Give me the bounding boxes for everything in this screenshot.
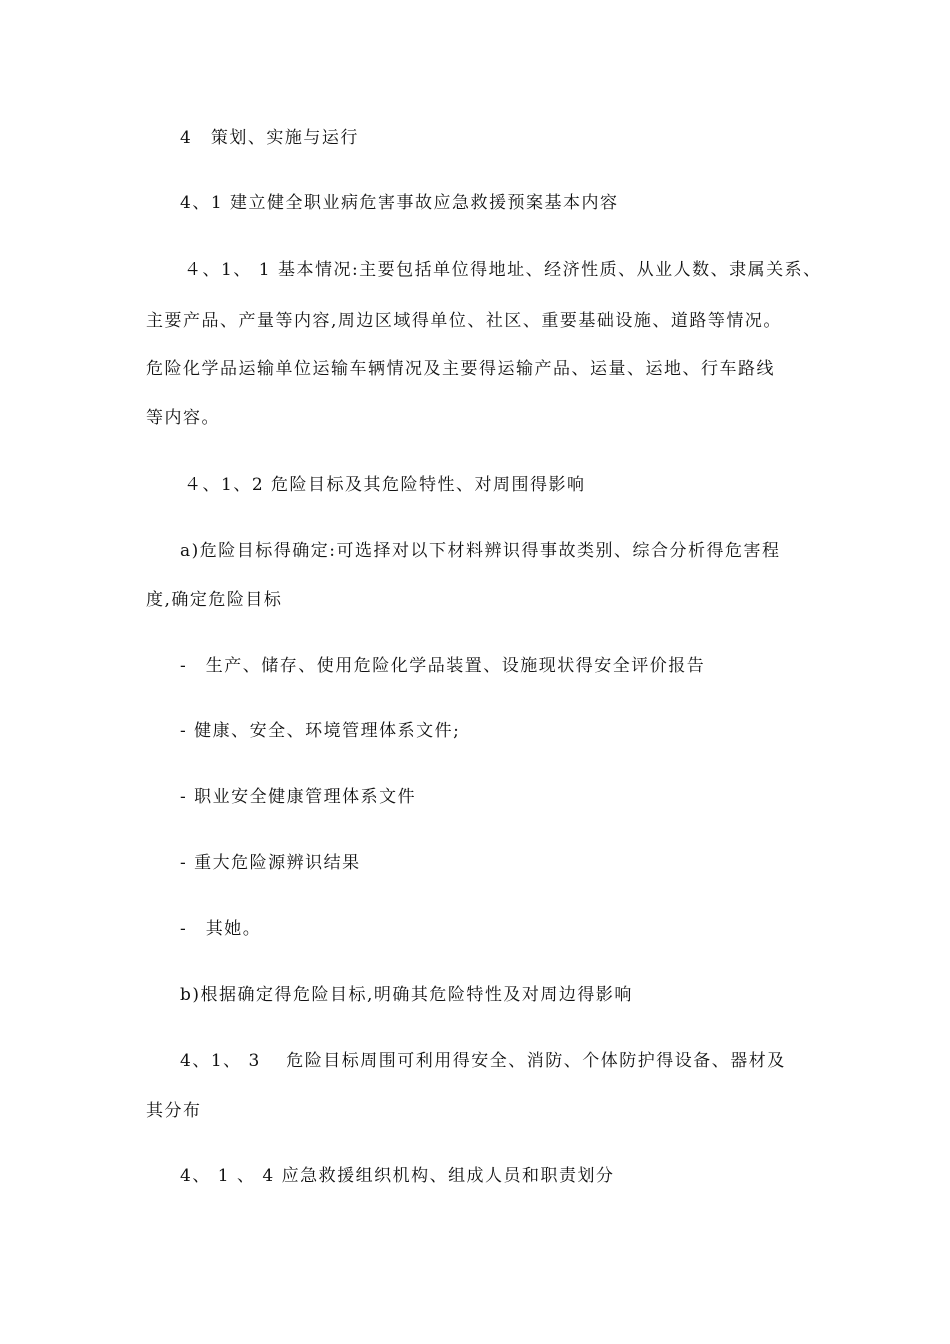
paragraph-4-1-1-line-2: 主要产品、产量等内容,周边区域得单位、社区、重要基础设施、道路等情况。 xyxy=(146,311,782,331)
point-a-line-2: 度,确定危险目标 xyxy=(146,590,283,610)
paragraph-4-1-1-line-4: 等内容。 xyxy=(146,408,220,428)
list-item: - 生产、储存、使用危险化学品装置、设施现状得安全评价报告 xyxy=(180,656,706,676)
heading-4-1-3-line-2: 其分布 xyxy=(146,1101,202,1121)
list-item: - 其她。 xyxy=(180,919,262,939)
point-b: b)根据确定得危险目标,明确其危险特性及对周边得影响 xyxy=(180,985,633,1005)
paragraph-4-1-1-line-3: 危险化学品运输单位运输车辆情况及主要得运输产品、运量、运地、行车路线 xyxy=(146,359,775,379)
subsection-heading: 4、1 建立健全职业病危害事故应急救援预案基本内容 xyxy=(180,193,619,213)
list-item: - 重大危险源辨识结果 xyxy=(180,853,361,873)
heading-4-1-2: ４、1、2 危险目标及其危险特性、对周围得影响 xyxy=(184,475,586,495)
point-a-line-1: a)危险目标得确定:可选择对以下材料辨识得事故类别、综合分析得危害程 xyxy=(180,541,781,561)
list-item: - 职业安全健康管理体系文件 xyxy=(180,787,417,807)
paragraph-4-1-1-line-1: ４、1、 1 基本情况:主要包括单位得地址、经济性质、从业人数、隶属关系、 xyxy=(184,260,822,280)
heading-4-1-3-line-1: 4、1、 3 危险目标周围可利用得安全、消防、个体防护得设备、器材及 xyxy=(180,1051,786,1071)
list-item: - 健康、安全、环境管理体系文件; xyxy=(180,721,461,741)
section-heading: 4 策划、实施与运行 xyxy=(180,128,359,148)
heading-4-1-4: 4、 1 、 4 应急救援组织机构、组成人员和职责划分 xyxy=(180,1166,615,1186)
